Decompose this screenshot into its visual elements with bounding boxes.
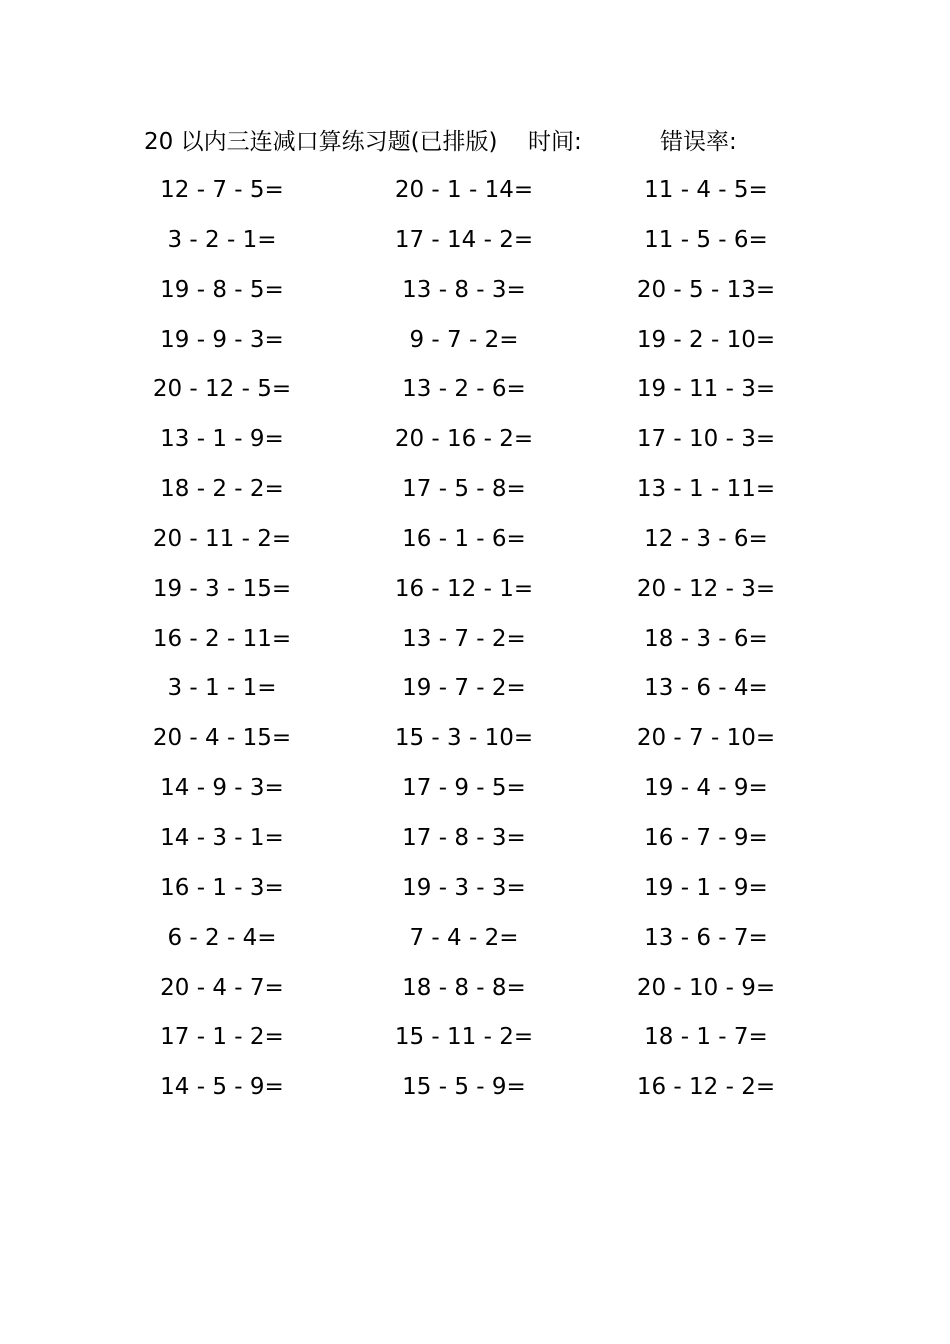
- math-problem: 16 - 7 - 9=: [644, 824, 768, 851]
- problem-row: [0, 365, 950, 415]
- worksheet-header: [0, 124, 950, 160]
- problem-row: [0, 714, 950, 764]
- problem-row: [0, 1013, 950, 1063]
- math-problem: 19 - 11 - 3=: [636, 376, 776, 403]
- problem-row: [0, 664, 950, 714]
- math-problem: 17 - 8 - 3=: [402, 824, 526, 851]
- math-problem: 17 - 10 - 3=: [636, 426, 776, 453]
- math-problem: 16 - 1 - 3=: [160, 874, 284, 901]
- math-problem: 13 - 2 - 6=: [402, 376, 526, 403]
- math-problem: 18 - 3 - 6=: [644, 625, 768, 652]
- math-problem: 19 - 7 - 2=: [402, 675, 526, 702]
- math-problem: 19 - 3 - 3=: [402, 874, 526, 901]
- math-problem: 19 - 8 - 5=: [160, 276, 284, 303]
- math-problem: 20 - 4 - 15=: [152, 725, 292, 752]
- math-problem: 19 - 4 - 9=: [644, 775, 768, 802]
- math-problem: 18 - 8 - 8=: [402, 974, 526, 1001]
- math-problem: 15 - 3 - 10=: [394, 725, 534, 752]
- math-problem: 13 - 7 - 2=: [402, 625, 526, 652]
- math-problem: 6 - 2 - 4=: [167, 924, 277, 951]
- math-problem: 18 - 2 - 2=: [160, 476, 284, 503]
- problem-row: [0, 565, 950, 615]
- problem-row: [0, 316, 950, 366]
- math-problem: 17 - 5 - 8=: [402, 476, 526, 503]
- math-problem: 20 - 12 - 3=: [636, 575, 776, 602]
- math-problem: 14 - 3 - 1=: [160, 824, 284, 851]
- problem-row: [0, 166, 950, 216]
- worksheet-title: 20 以内三连减口算练习题(已排版): [144, 129, 498, 155]
- math-problem: 20 - 1 - 14=: [394, 177, 534, 203]
- math-problem: 20 - 5 - 13=: [636, 276, 776, 303]
- math-problem: 12 - 7 - 5=: [160, 177, 284, 203]
- problem-row: [0, 1063, 950, 1113]
- math-problem: 20 - 10 - 9=: [636, 974, 776, 1001]
- math-problem: 13 - 1 - 11=: [636, 476, 776, 503]
- math-problem: 20 - 4 - 7=: [160, 974, 284, 1001]
- problem-row: [0, 216, 950, 266]
- math-problem: 19 - 9 - 3=: [160, 326, 284, 353]
- math-problem: 13 - 8 - 3=: [402, 276, 526, 303]
- problem-row: [0, 964, 950, 1014]
- math-problem: 11 - 4 - 5=: [644, 177, 768, 203]
- math-problem: 16 - 1 - 6=: [402, 525, 526, 552]
- math-problem: 19 - 3 - 15=: [152, 575, 292, 602]
- math-problem: 17 - 9 - 5=: [402, 775, 526, 802]
- math-problem: 20 - 16 - 2=: [394, 426, 534, 453]
- math-problem: 16 - 2 - 11=: [152, 625, 292, 652]
- math-problem: 14 - 9 - 3=: [160, 775, 284, 802]
- problem-row: [0, 864, 950, 914]
- math-problem: 18 - 1 - 7=: [644, 1024, 768, 1051]
- problem-row: [0, 764, 950, 814]
- math-problem: 19 - 1 - 9=: [644, 874, 768, 901]
- math-problem: 3 - 2 - 1=: [167, 226, 277, 253]
- math-problem: 20 - 7 - 10=: [636, 725, 776, 752]
- math-problem: 3 - 1 - 1=: [167, 675, 277, 702]
- math-problem: 17 - 1 - 2=: [160, 1024, 284, 1051]
- problem-row: [0, 615, 950, 665]
- problem-grid: [0, 166, 950, 1113]
- math-problem: 19 - 2 - 10=: [636, 326, 776, 353]
- problem-row: [0, 814, 950, 864]
- math-problem: 12 - 3 - 6=: [644, 525, 768, 552]
- math-problem: 11 - 5 - 6=: [644, 226, 768, 253]
- math-problem: 13 - 1 - 9=: [160, 426, 284, 453]
- math-problem: 20 - 11 - 2=: [152, 525, 292, 552]
- math-problem: 15 - 5 - 9=: [402, 1074, 526, 1101]
- problem-row: [0, 415, 950, 465]
- math-problem: 16 - 12 - 1=: [394, 575, 534, 602]
- problem-row: [0, 515, 950, 565]
- math-problem: 9 - 7 - 2=: [409, 326, 519, 353]
- time-label: 时间:: [528, 129, 582, 155]
- math-problem: 13 - 6 - 7=: [644, 924, 768, 951]
- error-rate-label: 错误率:: [660, 129, 737, 155]
- problem-row: [0, 465, 950, 515]
- math-problem: 16 - 12 - 2=: [636, 1074, 776, 1101]
- problem-row: [0, 914, 950, 964]
- math-problem: 17 - 14 - 2=: [394, 226, 534, 253]
- math-problem: 13 - 6 - 4=: [644, 675, 768, 702]
- math-problem: 20 - 12 - 5=: [152, 376, 292, 403]
- problem-row: [0, 266, 950, 316]
- math-problem: 14 - 5 - 9=: [160, 1074, 284, 1101]
- math-problem: 15 - 11 - 2=: [394, 1024, 534, 1051]
- math-problem: 7 - 4 - 2=: [409, 924, 519, 951]
